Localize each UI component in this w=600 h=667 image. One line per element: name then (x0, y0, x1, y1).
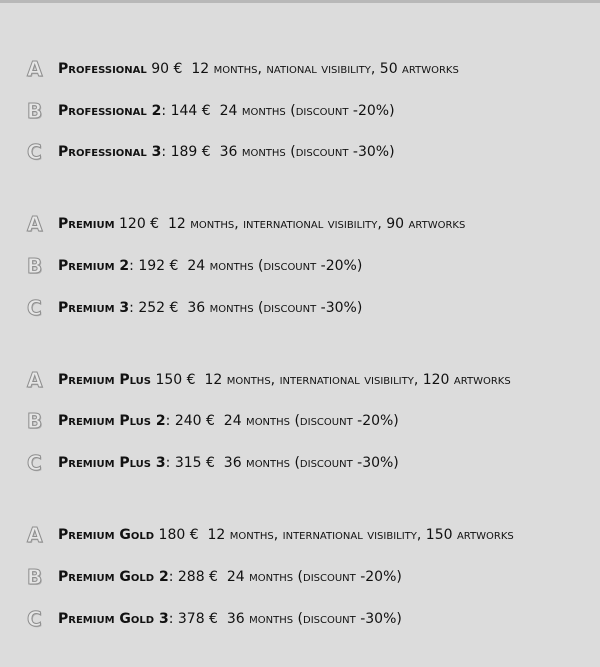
plan-title: Professional (58, 144, 147, 161)
plan-price: 240 € (174, 413, 224, 430)
plan-title: Premium (58, 258, 115, 275)
separator: : (168, 610, 178, 627)
plan-row (27, 287, 600, 329)
plan-title: Premium Gold (58, 568, 155, 585)
plan-price: 189 € (170, 144, 220, 161)
plan-price: 315 € (174, 455, 224, 472)
plan-title: Professional (58, 102, 147, 119)
plan-title: Premium Plus (58, 371, 152, 388)
plan-tier: 3 (154, 610, 169, 627)
plan-tier: 2 (154, 568, 169, 585)
separator: : (161, 102, 171, 119)
plan-tier: 3 (114, 299, 130, 316)
separator: : (168, 568, 178, 585)
plan-price: 150 € (155, 371, 205, 388)
option-letter-icon: A (27, 523, 43, 548)
plan-name (58, 144, 161, 160)
plan-details: 12 months, international visibility, 150 artworks (207, 527, 514, 544)
plan-group-premium (27, 203, 600, 328)
plan-name (58, 569, 169, 585)
plan-details: 24 months (discount -20%) (187, 258, 363, 275)
plan-name (58, 372, 151, 388)
plan-row (27, 245, 600, 287)
plan-group-premium-gold (27, 514, 600, 639)
plan-name (58, 258, 129, 274)
plan-price: 180 € (158, 527, 208, 544)
plan-price: 192 € (138, 258, 188, 275)
plan-details: 24 months (discount -20%) (219, 102, 395, 119)
plan-row (27, 90, 600, 132)
plan-title: Premium Plus (58, 413, 152, 430)
plan-price: 252 € (138, 299, 188, 316)
plan-price: 90 € (151, 60, 192, 77)
plan-price: 378 € (177, 610, 227, 627)
option-letter-icon: B (27, 98, 43, 123)
option-letter-icon: A (27, 212, 43, 237)
plan-details: 36 months (discount -30%) (223, 455, 399, 472)
plan-name (58, 216, 115, 232)
separator: : (161, 144, 171, 161)
plan-row (27, 203, 600, 245)
plan-details: 24 months (discount -20%) (226, 568, 402, 585)
option-letter-icon: B (27, 409, 43, 434)
plan-row (27, 401, 600, 443)
plan-group-premium-plus (27, 359, 600, 484)
option-letter-icon: B (27, 254, 43, 279)
plan-details: 12 months, international visibility, 90 artworks (167, 216, 466, 233)
plan-name (58, 61, 147, 77)
plan-title: Premium Gold (58, 527, 155, 544)
plan-details: 36 months (discount -30%) (226, 610, 402, 627)
plan-details: 36 months (discount -30%) (187, 299, 363, 316)
plan-row (27, 514, 600, 556)
plan-row (27, 556, 600, 598)
option-letter-icon: C (27, 295, 42, 320)
plan-name (58, 300, 129, 316)
option-letter-icon: A (27, 56, 43, 81)
pricing-list (0, 3, 600, 667)
plan-row (27, 442, 600, 484)
plan-title: Premium Gold (58, 610, 155, 627)
plan-price: 144 € (170, 102, 220, 119)
plan-tier: 3 (151, 455, 166, 472)
plan-tier: 2 (146, 102, 162, 119)
plan-details: 12 months, international visibility, 120 artworks (204, 371, 511, 388)
option-letter-icon: B (27, 564, 43, 589)
separator: : (165, 455, 175, 472)
plan-title: Premium Plus (58, 455, 152, 472)
separator: : (129, 299, 139, 316)
plan-price: 288 € (177, 568, 227, 585)
plan-name (58, 611, 169, 627)
plan-tier: 2 (114, 258, 130, 275)
separator: : (129, 258, 139, 275)
plan-title: Professional (58, 60, 147, 77)
plan-title: Premium (58, 216, 115, 233)
option-letter-icon: C (27, 606, 42, 631)
plan-details: 12 months, national visibility, 50 artworks (191, 60, 459, 77)
plan-row (27, 359, 600, 401)
option-letter-icon: A (27, 367, 43, 392)
plan-title: Premium (58, 299, 115, 316)
plan-row (27, 598, 600, 640)
plan-details: 36 months (discount -30%) (219, 144, 395, 161)
plan-price: 120 € (119, 216, 168, 233)
plan-name (58, 455, 166, 471)
plan-row (27, 132, 600, 174)
plan-group-professional (27, 48, 600, 173)
plan-name (58, 413, 166, 429)
separator: : (165, 413, 175, 430)
plan-tier: 2 (151, 413, 166, 430)
plan-name (58, 103, 161, 119)
plan-tier: 3 (146, 144, 162, 161)
option-letter-icon: C (27, 451, 42, 476)
plan-details: 24 months (discount -20%) (223, 413, 399, 430)
option-letter-icon: C (27, 140, 42, 165)
plan-row (27, 48, 600, 90)
plan-name (58, 527, 154, 543)
